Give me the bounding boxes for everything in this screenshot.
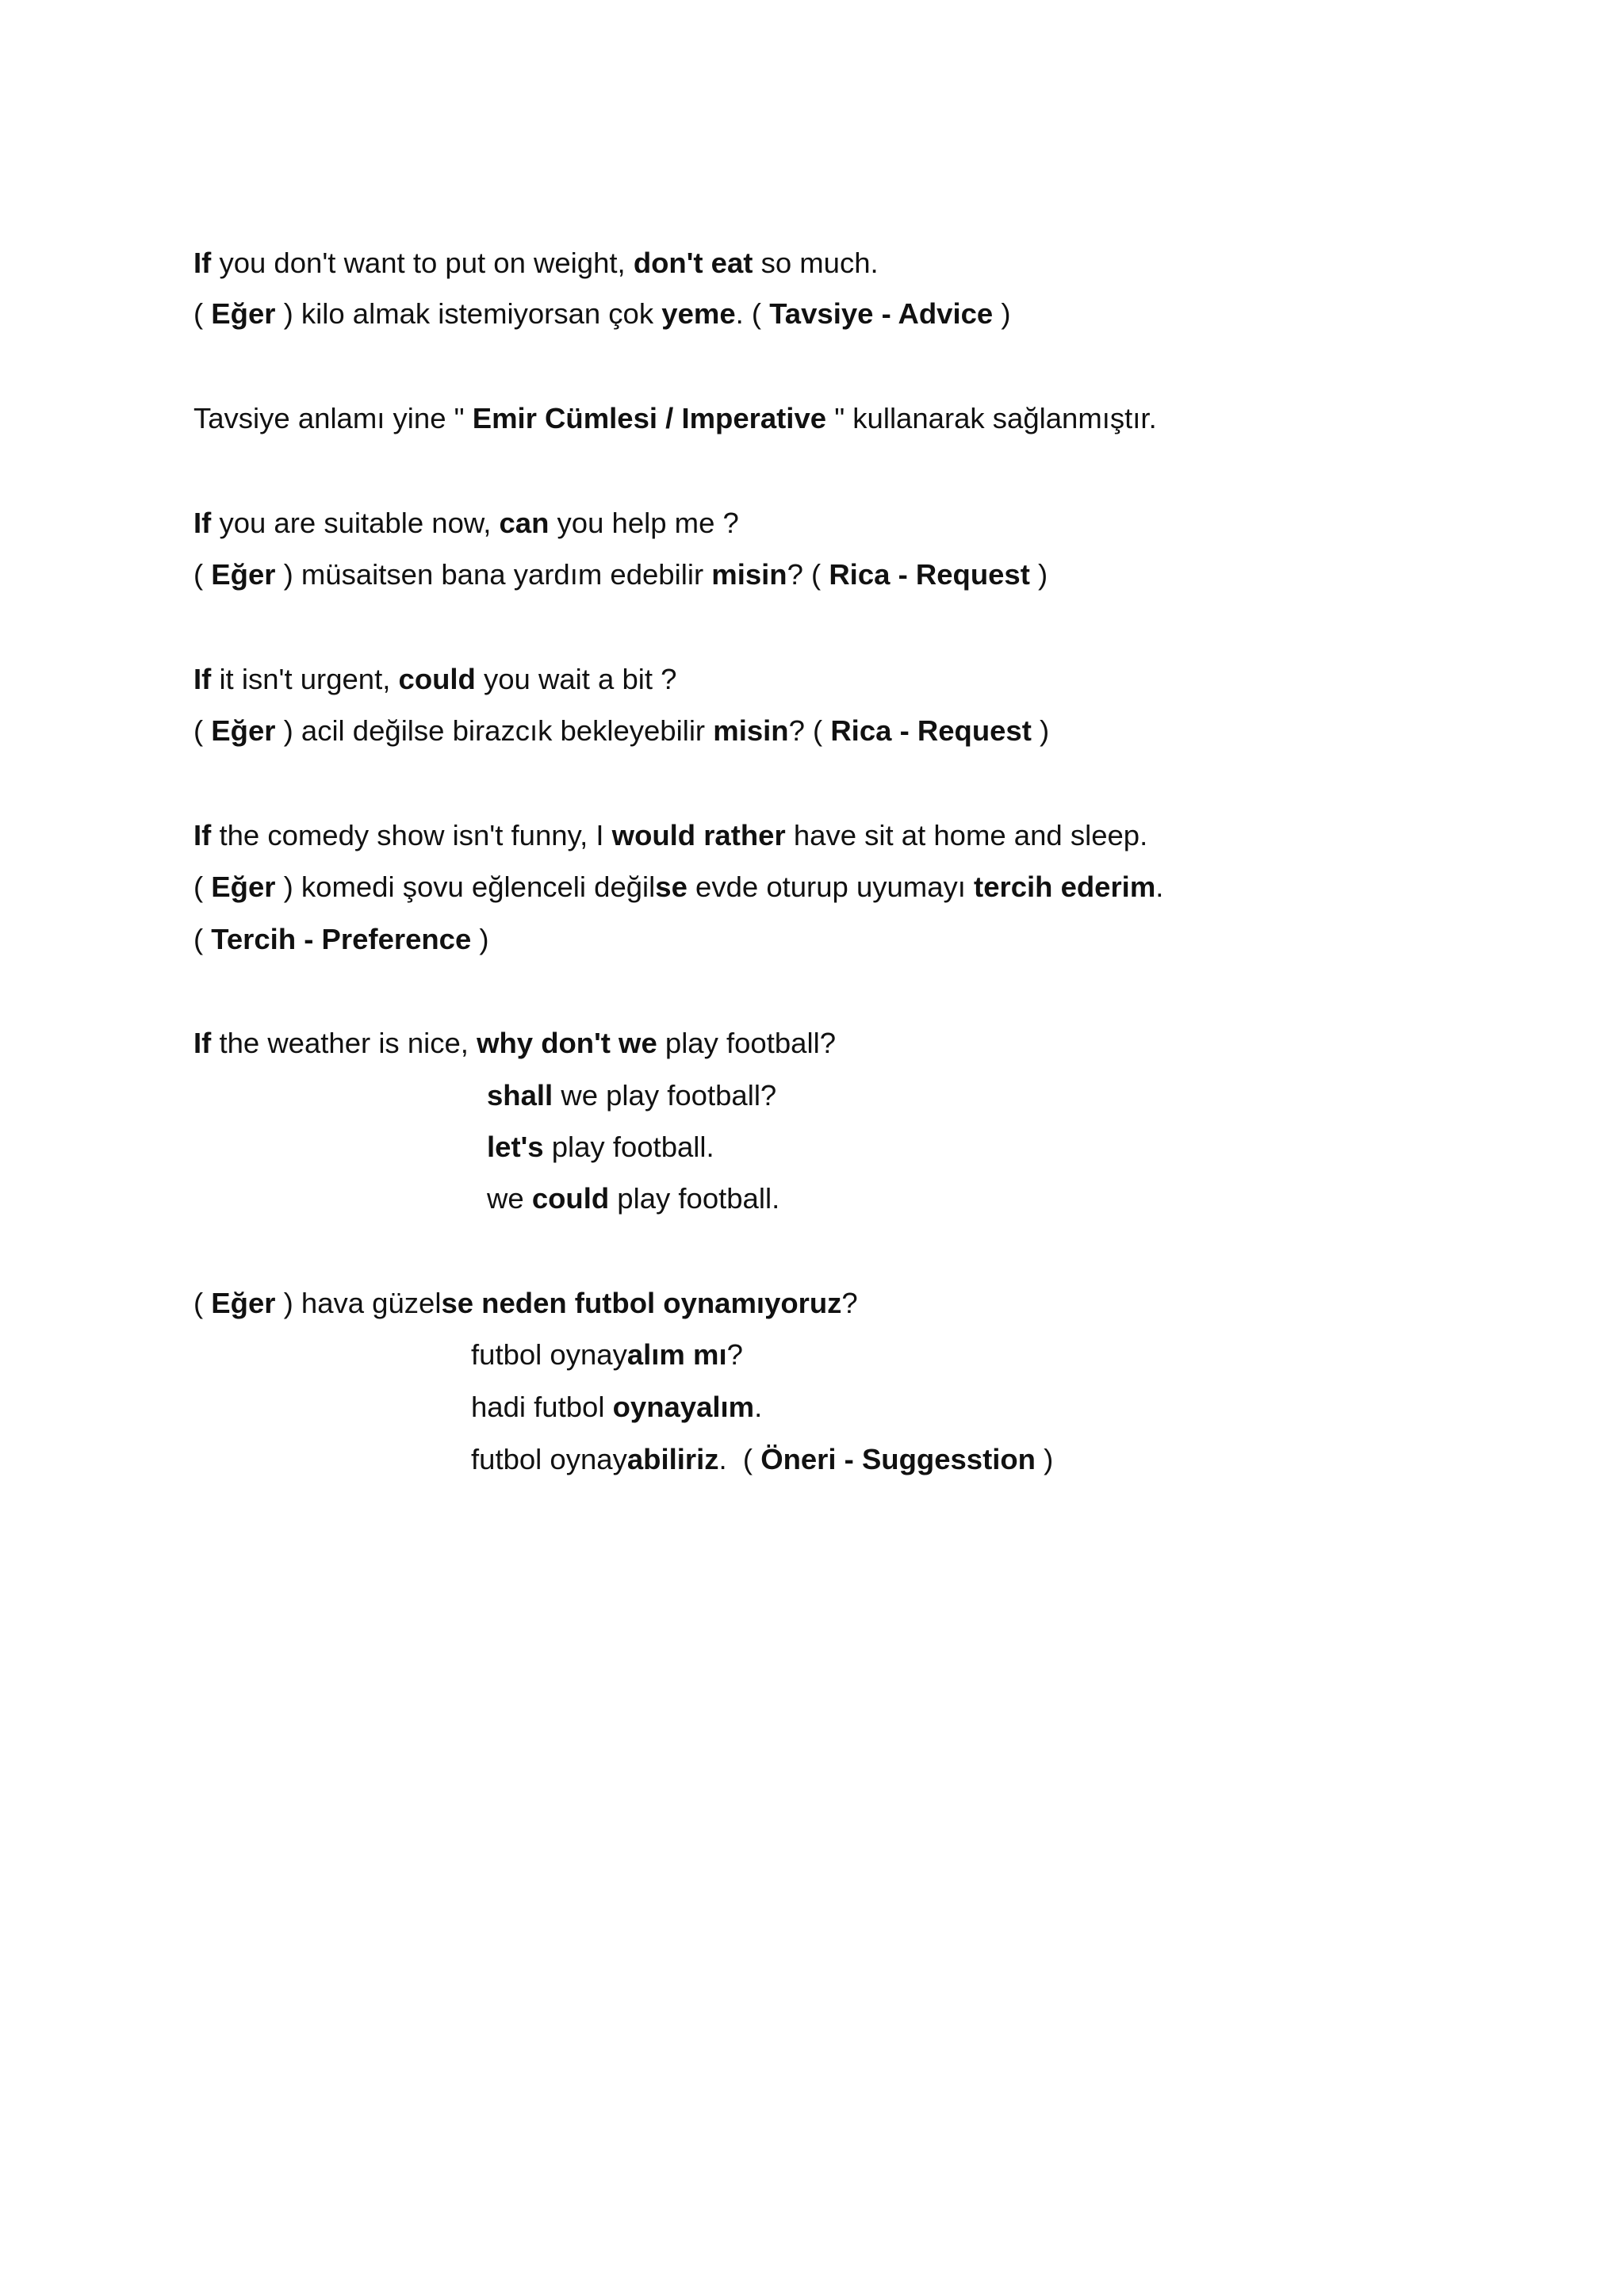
bold-text: could <box>398 663 476 695</box>
bold-text: If <box>193 819 212 851</box>
bold-text: oynayalım <box>612 1391 755 1423</box>
bold-text: Emir Cümlesi / Imperative <box>472 402 827 434</box>
text-run: . <box>1155 871 1164 903</box>
line-we-could <box>487 1181 779 1216</box>
line-if-suitable <box>193 506 739 541</box>
bold-text: If <box>193 247 212 279</box>
line-if-weather <box>193 1026 836 1061</box>
text-run: play football. <box>609 1182 780 1215</box>
bold-text: Eğer <box>211 871 276 903</box>
text-run: " kullanarak sağlanmıştır. <box>826 402 1157 434</box>
bold-text: se <box>655 871 688 903</box>
text-run: ( <box>193 871 212 903</box>
text-run: ? <box>726 1338 743 1371</box>
text-run: ( <box>193 297 212 330</box>
text-run: so much. <box>753 247 879 279</box>
bold-text: alım mı <box>626 1338 727 1371</box>
text-run: ) <box>1031 714 1050 747</box>
bold-text: Tercih - Preference <box>211 923 472 955</box>
text-run: ) <box>471 923 489 955</box>
bold-text: abiliriz <box>626 1443 719 1475</box>
text-run: you don't want to put on weight, <box>211 247 634 279</box>
text-run: hadi futbol <box>471 1391 613 1423</box>
text-run: futbol oynay <box>471 1338 627 1371</box>
line-tercih-preference <box>193 922 489 957</box>
text-run: ) acil değilse birazcık bekleyebilir <box>275 714 714 747</box>
line-eger-hava <box>193 1286 858 1321</box>
text-run: we <box>487 1182 532 1215</box>
text-run: ( <box>193 1287 212 1319</box>
text-run: ) <box>1029 558 1048 591</box>
text-run: play football. <box>543 1131 714 1163</box>
bold-text: Rica - Request <box>829 558 1030 591</box>
line-eger-komedi <box>193 870 1163 905</box>
text-run: have sit at home and sleep. <box>785 819 1148 851</box>
line-eger-kilo <box>193 297 1011 331</box>
line-if-urgent <box>193 662 676 697</box>
bold-text: why don't we <box>477 1027 657 1059</box>
text-run: it isn't urgent, <box>211 663 399 695</box>
bold-text: could <box>531 1182 610 1215</box>
text-run: ) hava güzel <box>275 1287 442 1319</box>
text-run: . <box>754 1391 763 1423</box>
line-tavsiye-note <box>193 401 1157 436</box>
text-run: Tavsiye anlamı yine " <box>193 402 473 434</box>
bold-text: se neden futbol oynamıyoruz <box>441 1287 842 1319</box>
bold-text: tercih ederim <box>974 871 1156 903</box>
bold-text: If <box>193 1027 212 1059</box>
text-run: ? ( <box>788 714 831 747</box>
bold-text: Öneri - Suggesstion <box>760 1443 1036 1475</box>
text-run: ) müsaitsen bana yardım edebilir <box>275 558 712 591</box>
text-run: ? <box>841 1287 858 1319</box>
text-run: evde oturup uyumayı <box>687 871 975 903</box>
line-oynayalim-mi <box>471 1337 743 1372</box>
bold-text: If <box>193 507 212 539</box>
bold-text: If <box>193 663 212 695</box>
bold-text: Eğer <box>211 558 276 591</box>
line-if-weight <box>193 246 879 281</box>
text-run: ) <box>1035 1443 1054 1475</box>
text-run: . ( <box>718 1443 761 1475</box>
bold-text: misin <box>711 558 787 591</box>
line-if-comedy <box>193 818 1147 853</box>
bold-text: yeme <box>661 297 736 330</box>
line-shall-we <box>487 1078 776 1113</box>
bold-text: Eğer <box>211 714 276 747</box>
bold-text: shall <box>487 1079 553 1112</box>
text-run: we play football? <box>553 1079 777 1112</box>
bold-text: don't eat <box>633 247 753 279</box>
bold-text: Eğer <box>211 1287 276 1319</box>
text-run: ? ( <box>787 558 829 591</box>
line-oynayabiliriz <box>471 1442 1053 1477</box>
bold-text: would rather <box>611 819 786 851</box>
text-run: futbol oynay <box>471 1443 627 1475</box>
bold-text: Rica - Request <box>830 714 1032 747</box>
text-run: you are suitable now, <box>211 507 500 539</box>
line-lets-play <box>487 1130 714 1165</box>
text-run: ( <box>193 923 212 955</box>
text-run: ) komedi şovu eğlenceli değil <box>275 871 656 903</box>
text-run: the comedy show isn't funny, I <box>211 819 612 851</box>
text-run: you wait a bit ? <box>475 663 677 695</box>
text-run: . ( <box>735 297 770 330</box>
text-run: play football? <box>657 1027 836 1059</box>
bold-text: misin <box>713 714 789 747</box>
line-hadi-futbol <box>471 1390 762 1425</box>
text-run: ) <box>993 297 1011 330</box>
text-run: you help me ? <box>549 507 739 539</box>
bold-text: Tavsiye - Advice <box>769 297 994 330</box>
line-eger-musaitsen <box>193 557 1048 592</box>
text-run: the weather is nice, <box>211 1027 477 1059</box>
text-run: ) kilo almak istemiyorsan çok <box>275 297 662 330</box>
bold-text: can <box>499 507 550 539</box>
bold-text: Eğer <box>211 297 276 330</box>
bold-text: let's <box>487 1131 544 1163</box>
text-run: ( <box>193 714 212 747</box>
line-eger-acil <box>193 714 1049 748</box>
text-run: ( <box>193 558 212 591</box>
